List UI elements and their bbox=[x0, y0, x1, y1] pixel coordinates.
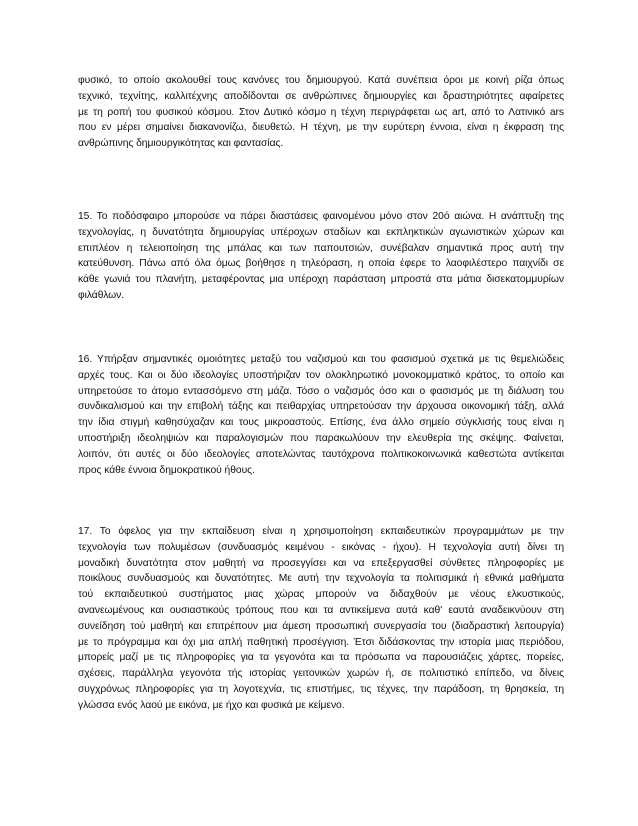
text-line: 15. Το ποδόσφαιρο μπορούσε να πάρει διαστάσεις φαινομένου μόνο στον 20ό αιώνα. Η ανάπτυξη της bbox=[78, 211, 564, 222]
text-line: με το πρόγραμμα και όχι μια απλή παθητική προσέγγιση. Έτσι διδάσκοντας την ιστορία μιας περιόδου, bbox=[78, 636, 564, 648]
text-line: σχέσεις, παράλληλα γεγονότα τής ιστορίας γειτονικών χωρών ή, σε πολιτιστικό επίπεδο, να δίνεις bbox=[78, 668, 564, 680]
text-line: φυσικό, το οποίο ακολουθεί τους κανόνες του δημιουργού. Κατά συνέπεια όροι με κοινή ρίζα όπως bbox=[78, 75, 564, 86]
text-line: επιπλέον η τελειοποίηση της μπάλας και των παπουτσιών, συνέβαλαν σημαντικά προς αυτή την bbox=[78, 242, 564, 254]
text-line: μοναδική δυνατότητα στον μαθητή να προσεγγίσει και να επεξεργασθεί σύνθετες πληροφορίες με bbox=[78, 557, 564, 569]
text-line: τού εκπαιδευτικού συστήματος μιας χώρας μπορούν να διδαχθούν με νέους ελκυστικούς, bbox=[78, 589, 564, 601]
text-line: 17. Το όφελος για την εκπαίδευση είναι η χρησιμοποίηση εκπαιδευτικών προγραμμάτων με την bbox=[78, 526, 564, 537]
text-line: λοιπόν, ότι αυτές οι δύο ιδεολογίες αποτελώντας ταυτόχρονα πολιτικοκοινωνικά καθεστώτα αντίκειται bbox=[78, 448, 564, 460]
text-line: τεχνικό, τεχνίτης, καλλιτέχνης αποδίδονται σε ανθρώπινες δημιουργίες και δραστηριότητες αφαίρετες bbox=[78, 90, 564, 102]
text-line: τεχνολογία των πολυμέσων (συνδυασμός κειμένου - εικόνας - ήχου). Η τεχνολογία αυτή δίνει τη bbox=[78, 541, 564, 553]
text-line: αρχές τους. Και οι δύο ιδεολογίες υποστήριζαν τον ολοκληρωτικό μονοκομματικό κράτος, το οποίο και bbox=[78, 369, 564, 381]
text-line: ποικίλους συνδυασμούς και δυνατότητες. Με αυτή την τεχνολογία τα πολιτισμικά ή εθνικά μαθήματα bbox=[78, 573, 564, 585]
paragraph-art-definition bbox=[78, 73, 564, 152]
text-line: ανθρώπινης δημιουργικότητας και φαντασίας. bbox=[78, 138, 284, 150]
text-line: με τη ροπή του φυσικού κόσμου. Στον Δυτικό κόσμο η τέχνη περιγράφεται ως art, από το Λατινικό ars bbox=[78, 106, 564, 118]
text-line: ανανεωμένους και ουσιαστικούς τρόπους που και τα αντικείμενα αυτά καθ' εαυτά αναδεικνύουν στη bbox=[78, 604, 564, 616]
text-line: 16. Υπήρξαν σημαντικές ομοιότητες μεταξύ του ναζισμού και του φασισμού σχετικά με τις θεμελιώδεις bbox=[78, 354, 564, 365]
paragraph-16-nazism-fascism bbox=[78, 352, 564, 478]
text-line: γλώσσα ενός λαού με εικόνα, με ήχο και φυσικά με κείμενο. bbox=[78, 699, 345, 711]
text-line: που εν μέρει σημαίνει διακανονίζω, διευθετώ. Η τέχνη, με την ευρύτερη έννοια, είναι η έκφραση της bbox=[78, 122, 564, 134]
text-line: υπηρετούσε το άτομο εντασσόμενο στη μάζα. Τόσο ο ναζισμός όσο και ο φασισμός με τη διάλυση του bbox=[78, 385, 564, 397]
text-line: συνδικαλισμού και την επιβολή τάξης και πειθαρχίας υπηρετούσαν την άρχουσα οικονομική τάξη, αλλά bbox=[78, 401, 564, 413]
text-line: την ίδια στιγμή καθησύχαζαν και τους μικροαστούς. Επίσης, ένα άλλο σημείο σύγκλισής τους είναι η bbox=[78, 417, 564, 429]
text-line: κάθε γωνιά του πλανήτη, μεταφέροντας μια υπέροχη παράσταση μπροστά στα μάτια δισεκατομμυρίων bbox=[78, 274, 564, 286]
text-line: συνείδηση τού μαθητή και επιτρέπουν μια άμεση προσωπική συνεργασία του (διαδραστική λειτουργία) bbox=[78, 620, 564, 632]
text-line: προς κάθε έννοια δημοκρατικού ήθους. bbox=[78, 464, 255, 476]
paragraph-17-education-multimedia bbox=[78, 524, 564, 714]
text-line: κατεύθυνση. Πάνω από όλα όμως βοήθησε η τηλεόραση, η οποία έφερε το λαοφιλέστερο παιχνίδι σε bbox=[78, 258, 564, 270]
text-line: συγχρόνως πληροφορίες για τη λογοτεχνία, τις επιστήμες, τις τέχνες, την παράδοση, τη θρησκεία, τη bbox=[78, 683, 564, 695]
text-line: υποστήριξη ιδεοληψιών και παραλογισμών που παρακωλύουν την ελευθερία της σκέψης. Φαίνεται, bbox=[78, 432, 564, 444]
text-line: τεχνολογίας, η δυνατότητα δημιουργίας υπέροχων σταδίων και εκπληκτικών αγωνιστικών χώρων και bbox=[78, 226, 564, 238]
text-line: φιλάθλων. bbox=[78, 289, 125, 301]
paragraph-15-football bbox=[78, 209, 564, 304]
text-line: μπορείς μαζί με τις πληροφορίες για τα γεγονότα και τα πρόσωπα να παρουσιάζεις χάρτες, πορείες, bbox=[78, 652, 564, 664]
